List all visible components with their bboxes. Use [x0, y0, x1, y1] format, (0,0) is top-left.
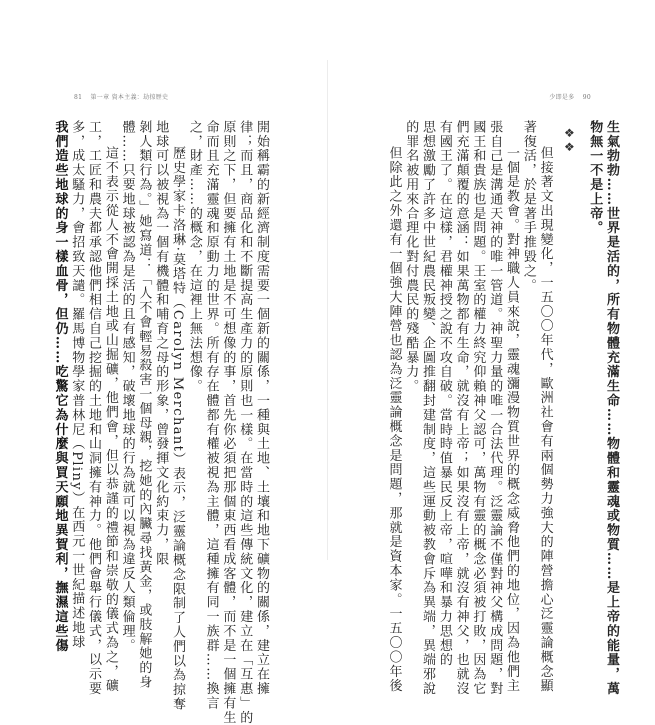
- left-text-line: 體……只要地球被認為是活的且有感知，破壞地球的行為就可以視為違反人類倫理。: [119, 120, 135, 653]
- right-text-line: 的罪名被用來合理化對付農民的殘酷暴力。: [403, 120, 419, 394]
- left-text-line: 歷史學家卡洛琳·莫塔特（Carolyn Merchant）表示，泛靈論概念限制了人們以為掠奪: [170, 146, 186, 712]
- right-text-line: 思想激勵了許多中世紀農民叛變、企圖推翻封建制度，這些運動被教會斥為異端，異端邪說: [420, 120, 436, 696]
- right-text-line: 有國王了。在這樣，君權神授之說不攻自破。當時時值暴民反上帝，喧嘩和暴力思想的: [436, 120, 452, 668]
- left-chapter-title: 第一章 資本主義：劫掠歷史: [90, 94, 169, 101]
- right-text-line: 物無一不是上帝。: [587, 120, 603, 236]
- left-text-line: 工，工匠和農夫都承認他們相信自己挖掘的土地和山洞擁有神力。他們會舉行儀式，以示要: [86, 120, 102, 696]
- left-text-line: 地球可以被視為一個有機體和哺育之母的形象，曾發揮文化約束力，限: [153, 120, 169, 567]
- right-page: [328, 0, 655, 696]
- right-text-line: 們充滿顛覆的意涵：如果萬物都有生命，就沒有上帝；如果沒有上帝，就沒有神父，也就沒: [453, 120, 469, 696]
- left-text-line: 我們造些地球的身一樣血骨，但仍……吃驚它為什麼與買天願地異賀利，撫濕這些傷: [52, 120, 68, 653]
- right-text-line: 但除此之外還有一個強大陣營也認為泛靈論概念是問題，那就是資本家。一五〇〇年後: [386, 146, 402, 694]
- right-page-number: 90: [582, 94, 591, 101]
- left-text-line: 原則之下，但要擁有土地是不可想像的事，首先你必須把那個東西看成客體，而不是一個擁有生: [220, 120, 236, 725]
- right-text-line: 張自己是溝通天神的唯一管道。神聖力量的唯一合法代理。泛靈論不僅對神父構成問題，對: [487, 120, 503, 696]
- right-text-line: 生氣勃勃……世界是活的，所有物體充滿生命……物體和靈魂或物質……是上帝的能量，萬: [604, 120, 619, 696]
- right-body-text: [385, 120, 619, 696]
- left-text-line: 多，成太騷力，會招致天譴。羅馬博物學家普林尼（Pliny）在西元一世紀描述地球: [69, 120, 85, 650]
- right-text-line: 國王和貴族也是問題。王室的權力終究仰賴神父認可，萬物有靈的概念必須被打敗，因為它: [470, 120, 486, 696]
- left-body-text: [51, 120, 269, 725]
- left-text-line: 律；而且，商品化和不斷提高生產力的原則也一樣。在當時的這些傳統文化，建立在「互惠」的: [237, 120, 253, 725]
- left-text-line: 剝人類行為。」她寫道：「人不會輕易殺害一個母親，挖她的內臟尋找黃金，或肢解她的身: [136, 120, 152, 690]
- left-text-line: 開始稱霸的新經濟制度需要一個新的關係，一種與土地、土壤和地下礦物的關係，建立在擁: [254, 120, 269, 696]
- right-running-header: [543, 92, 591, 101]
- left-page: [0, 0, 327, 725]
- right-text-line: 但接著文出現變化，一五〇〇年代，歐洲社會有兩個勢力強大的陣營擔心泛靈論概念顯: [537, 146, 553, 694]
- right-text-line: 一個是教會。對神職人員來說，靈魂瀰漫物質世界的概念威脅他們的地位，因為他們主: [504, 146, 520, 694]
- left-text-line: 之，財產……的概念，在這裡上無法想像。: [186, 120, 202, 394]
- left-text-line: 命而且充滿靈魂和原動力的世界。所有存在體都有權被視為主體，這種擁有同一族群……換言: [203, 120, 219, 711]
- left-page-number: 81: [74, 94, 83, 101]
- left-text-line: 這不表示從人不會開採土地或山掘礦，他們會，但以恭謹的禮節和崇敬的儀式為之，礦: [102, 146, 118, 694]
- left-running-header: [74, 92, 174, 101]
- right-text-line: 著復活，於是著手推毀之。: [520, 120, 536, 293]
- section-divider-ornament: ❖❖: [562, 126, 577, 154]
- right-book-title: 少即是多: [549, 94, 575, 101]
